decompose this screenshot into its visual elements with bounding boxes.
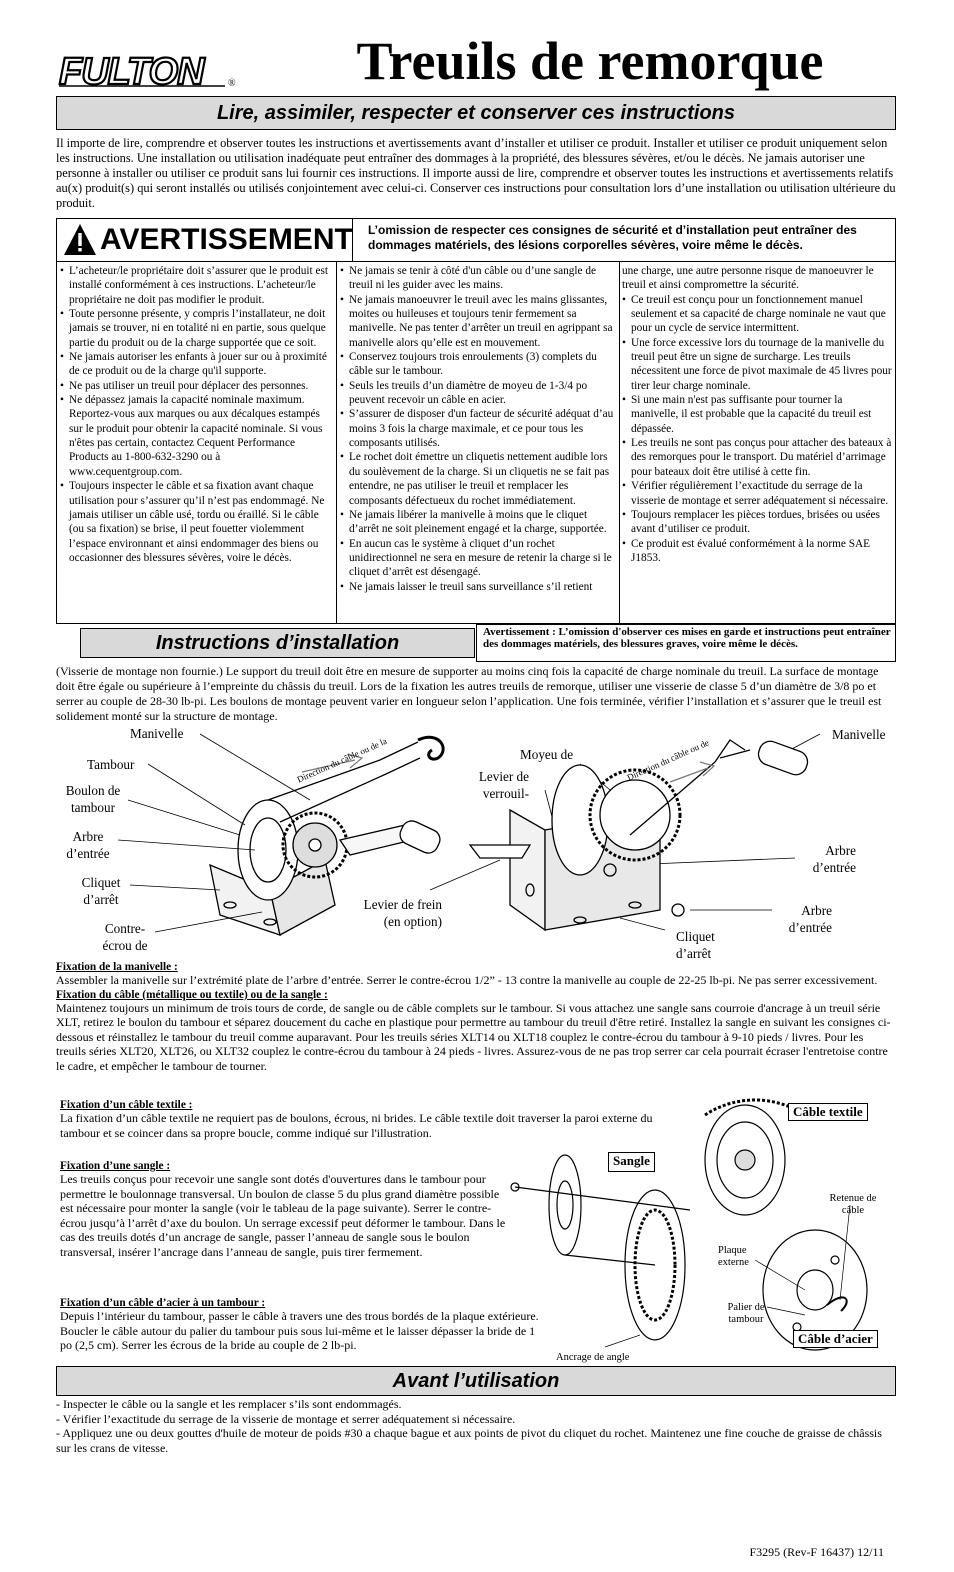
safety-item: • Si une main n'est pas suffisante pour tourner la manivelle, il est probable que la capacité du treuil est dépassée. — [622, 393, 892, 436]
drum-attachment-diagram — [505, 1095, 895, 1360]
label-manivelle-left: Manivelle — [130, 726, 184, 741]
safety-item: • Ce treuil est conçu pour un fonctionnement manuel seulement et sa capacité de charge nominale ne vaut que pour un cycle de service intermittent. — [622, 293, 892, 336]
safety-item: • Vérifier régulièrement l’exactitude du serrage de la visserie de montage et serrer adéquatement si nécessaire. — [622, 479, 892, 508]
label-arbre-entree-left: Arbre d’entrée — [66, 829, 110, 861]
safety-item: • Ne jamais autoriser les enfants à jouer sur ou à proximité de ce produit ou de la charge qu'il supporte. — [60, 350, 335, 379]
svg-text:FULTON: FULTON — [59, 51, 204, 93]
handle-section-text: Assembler la manivelle sur l’extrémité plate de l’arbre d’entrée. Serrer le contre-écrou 1/2” - 13 contre la manivelle au couple de 22-25 lb-pi. Ne pas serrer excessivement. — [56, 973, 878, 987]
safety-item: • En aucun cas le système à cliquet d’un rochet unidirectionnel ne sera en mesure de retenir la charge si le cliquet d’arrêt est désengagé. — [340, 537, 618, 580]
cable-direction-arrow-right — [625, 737, 711, 788]
trademark-symbol: ® — [228, 78, 236, 89]
label-palier-tambour: Palier de tambour — [727, 1302, 765, 1325]
warning-heading: AVERTISSEMENT — [100, 223, 353, 256]
safety-item: • Conservez toujours trois enroulements (3) complets du câble sur le tambour. — [340, 350, 618, 379]
safety-item: • Ne jamais laisser le treuil sans surveillance s’il retient — [340, 580, 618, 594]
safety-item: • Ne dépassez jamais la capacité nominale maximum. Reportez-vous aux marques ou aux décalques estampés sur le produit pour obtenir la capacité nominale. Si vous n'êtes pas certain, contactez Cequent Performance Products au 1-800-632-3290 ou à www.cequentgroup.com. — [60, 393, 335, 479]
label-retenue-cable: Retenue de câble — [829, 1193, 877, 1216]
safety-item: • Toujours remplacer les pièces tordues, brisées ou usées avant d’utiliser ce produit. — [622, 508, 892, 537]
cable-section-title: Fixation du câble (métallique ou textile) ou de la sangle : — [56, 988, 328, 1001]
safety-item: • Une force excessive lors du tournage de la manivelle du treuil peut être un signe de surcharge. Les treuils nécessitent une force de pivot maximale de 45 livres pour tirer leur charge nominale. — [622, 336, 892, 393]
handle-section-title: Fixation de la manivelle : — [56, 961, 178, 973]
label-boulon-tambour: Boulon de tambour — [65, 783, 121, 815]
safety-item: • Le rochet doit émettre un cliquetis nettement audible lors du soulèvement de la charge. Si un cliquetis ne se fait pas entendre, ne pas utiliser le treuil et remplacer les composants défectueux du rochet immédiatement. — [340, 450, 618, 507]
strap-section-title: Fixation d’une sangle : — [60, 1160, 171, 1172]
safety-item: • S’assurer de disposer d'un facteur de sécurité adéquat d’au moins 3 fois la charge maximale, et ce pour tous les composants utilisés. — [340, 407, 618, 450]
before-use-heading: Avant l’utilisation — [56, 1366, 896, 1396]
before-use-item: - Vérifier l’exactitude du serrage de la visserie de montage et serrer adéquatement si nécessaire. — [56, 1411, 516, 1426]
read-instructions-banner: Lire, assimiler, respecter et conserver ces instructions — [56, 96, 896, 130]
safety-item: • Ne jamais se tenir à côté d'un câble ou d’une sangle de treuil ni les guider avec les mains. — [340, 264, 618, 293]
strap-section — [60, 1160, 510, 1260]
warning-text: L’omission de respecter ces consignes de sécurité et d’installation peut entraîner des dommages matériels, des lésions corporelles sévères, voire même le décès. — [368, 223, 857, 252]
intro-paragraph: Il importe de lire, comprendre et observer toutes les instructions et avertissements avant d’installer et utiliser ce produit. Installer et utiliser ce produit uniquement selon les instructions. Une installation ou utilisation inadéquate peut entraîner des dommages à la propriété, des blessures sévères, et/ou le décès. Ne jamais autoriser une personne à installer ou utiliser ce produit sans lui fournir ces instructions. Il importe aussi de lire, comprendre et observer toutes les instructions et avertissements relatifs au(x) produit(s) qui seront installés ou utilisés conjointement avec celui-ci. Conserver ces instructions pour consultation lors d’une installation ou utilisation ultérieure du produit. — [56, 136, 896, 210]
before-use-list — [56, 1397, 896, 1455]
safety-item-continued: une charge, une autre personne risque de manoeuvrer le treuil et ainsi compromettre la sécurité. — [622, 265, 874, 292]
cable-section-text: Maintenez toujours un minimum de trois tours de corde, de sangle ou de câble complets sur le tambour. Si vous attachez une sangle sans courroie d'ancrage à un treuil série XLT, retirez le boulon du tambour et séparez doucement du cache en plastique pour permettre au tambour du treuil d'être retiré. Installez la sangle en suivant les consignes ci-dessous et réinstallez le tambour du treuil comme auparavant. Pour les treuils séries XLT14 ou XLT18 couplez le contre-écrou du tambour à 9-10 pieds / livres. Pour les treuils séries XLT20, XLT26, ou XLT32 couplez le contre-écrou du tambour à 24 pieds - livres. Assurez-vous de ne pas trop serrer car cela pourrait écraser l'entretoise contre le cadre, et empêcher le tambour de tourner. — [56, 1000, 891, 1073]
safety-item: • Toujours inspecter le câble et sa fixation avant chaque utilisation pour s’assurer qu’il n’est pas endommagé. Ne jamais utiliser un câble usé, tordu ou éraillé. Si le câble (ou sa fixation) se brise, il peut fouetter violemment l’espace environnant et ainsi endommager des biens ou occasionner des blessures sévères, voire le décès. — [60, 479, 335, 565]
textile-section-title: Fixation d’un câble textile : — [60, 1099, 193, 1111]
safety-item: • Les treuils ne sont pas conçus pour attacher des bateaux à des remorques pour le transport. Du matériel d’arrimage pour bateaux doit être utilisé à cette fin. — [622, 436, 892, 479]
warning-triangle-icon — [62, 222, 98, 258]
label-cliquet-arret-right: Cliquet d’arrêt — [676, 929, 715, 961]
label-tambour: Tambour — [87, 757, 135, 772]
label-moyeu: Moyeu de — [520, 747, 574, 762]
safety-item: • Ne jamais libérer la manivelle à moins que le cliquet d’arrêt ne soit pleinement engagé et la charge, supportée. — [340, 508, 618, 537]
page-title: Treuils de remorque — [356, 31, 824, 91]
label-contre-ecrou: Contre-écrou de — [102, 921, 148, 953]
label-cliquet-arret-left: Cliquet d’arrêt — [81, 875, 121, 907]
label-cable-acier: Câble d’acier — [793, 1330, 878, 1348]
label-cable-textile: Câble textile — [788, 1103, 868, 1121]
label-arbre-entree-right-2: Arbre d’entrée — [788, 903, 832, 935]
label-levier-frein: Levier de frein (en option) — [363, 897, 442, 929]
safety-item: • Seuls les treuils d’un diamètre de moyeu de 1-3/4 po peuvent recevoir un câble en acier. — [340, 379, 618, 408]
document-code: F3295 (Rev-F 16437) 12/11 — [749, 1545, 884, 1559]
safety-item: • Ne pas utiliser un treuil pour déplacer des personnes. — [60, 379, 335, 393]
label-levier-verrouillage: Levier de verrouil- — [478, 769, 529, 801]
safety-item: • Ce produit est évalué conformément à la norme SAE J1853. — [622, 537, 892, 566]
steel-cable-section-text: Depuis l’intérieur du tambour, passer le câble à travers une des trous bordés de la plaque extérieure. Boucler le câble autour du palier du tambour puis sous lui-même et le laisser dépasser la bride de 1 po (2,5 cm). Serrer les écrous de la bride au couple de 2 lb-pi. — [60, 1309, 539, 1353]
before-use-item: - Appliquez une ou deux gouttes d'huile de moteur de poids #30 a chaque bague et aux points de pivot du cliquet du rochet. Maintenez une fine couche de graisse de châssis sur les crans de vitesse. — [56, 1426, 882, 1455]
label-manivelle-right: Manivelle — [832, 727, 886, 742]
steel-cable-section — [60, 1297, 540, 1353]
fulton-logo — [57, 50, 247, 92]
label-ancrage-angle: Ancrage de angle — [556, 1352, 630, 1363]
before-use-item: - Inspecter le câble ou la sangle et les remplacer s’ils sont endommagés. — [56, 1397, 402, 1411]
handle-section — [56, 961, 896, 1074]
label-plaque-externe: Plaque externe — [718, 1245, 749, 1268]
safety-frame — [56, 262, 896, 624]
install-warning-text: Avertissement : L’omission d'observer ces mises en garde et instructions peut entraîner des dommages matériels, des blessures graves, voire même le décès. — [483, 626, 891, 650]
label-sangle: Sangle — [608, 1152, 655, 1172]
direction-label: Direction du câble ou de la — [295, 735, 389, 785]
steel-cable-section-title: Fixation d’un câble d’acier à un tambour : — [60, 1297, 266, 1309]
direction-label: Direction du câble ou de — [625, 737, 711, 783]
safety-item: • Toute personne présente, y compris l’installateur, ne doit jamais se trouver, ni en totalité ni en partie, sous quelque partie du produit ou de la charge supportée que ce soit. — [60, 307, 335, 350]
install-paragraph: (Visserie de montage non fournie.) Le support du treuil doit être en mesure de supporter au moins cinq fois la capacité de charge nominale du treuil. La surface de montage doit être égale ou supérieure à l’empreinte du châssis du treuil. Lors de la fixation les autres treuils de remorque, utiliser une visserie de classe 5 d’un diamètre de 3/8 po et serrer au couple de 28-30 lb-pi. Les boulons de montage peuvent varier en longueur selon l’application. Une fois terminée, vérifier l’installation et s’assurer que le treuil est solidement monté sur la structure de montage. — [56, 664, 882, 723]
textile-section-text: La fixation d’un câble textile ne requiert pas de boulons, écrous, ni brides. Le câble textile doit traverser la paroi externe du tambour et se coincer dans sa propre boucle, comme indiqué sur l'illustration. — [60, 1111, 653, 1140]
safety-item: • Ne jamais manoeuvrer le treuil avec les mains glissantes, moites ou huileuses et toujours tenir fermement sa manivelle. Ne pas tenter d’arrêter un treuil en agrippant sa manivelle alors qu’elle est en mouvement. — [340, 293, 618, 350]
label-arbre-entree-right-1: Arbre d’entrée — [812, 843, 856, 875]
safety-item: • L’acheteur/le propriétaire doit s’assurer que le produit est installé conformément à ces instructions. L’acheteur/le propriétaire ne doit pas modifier le produit. — [60, 264, 335, 307]
install-heading: Instructions d’installation — [80, 628, 475, 658]
strap-section-text: Les treuils conçus pour recevoir une sangle sont dotés d'ouvertures dans le tambour pour permettre le boulonnage transversal. Un boulon de classe 5 du plus grand diamètre possible est nécessaire pour monter la sangle (voir le tableau de la page suivante). Serrer le contre-écrou jusqu’à l’arrêt d’axe du boulon. Un serrage excessif peut déformer le tambour. Dans le cas des treuils dotés d’un ancrage de sangle, passer l’anneau de sangle sous le boulon transversal, insérer l’ancrage dans l’anneau de sangle, puis tirer fermement. — [60, 1172, 506, 1259]
